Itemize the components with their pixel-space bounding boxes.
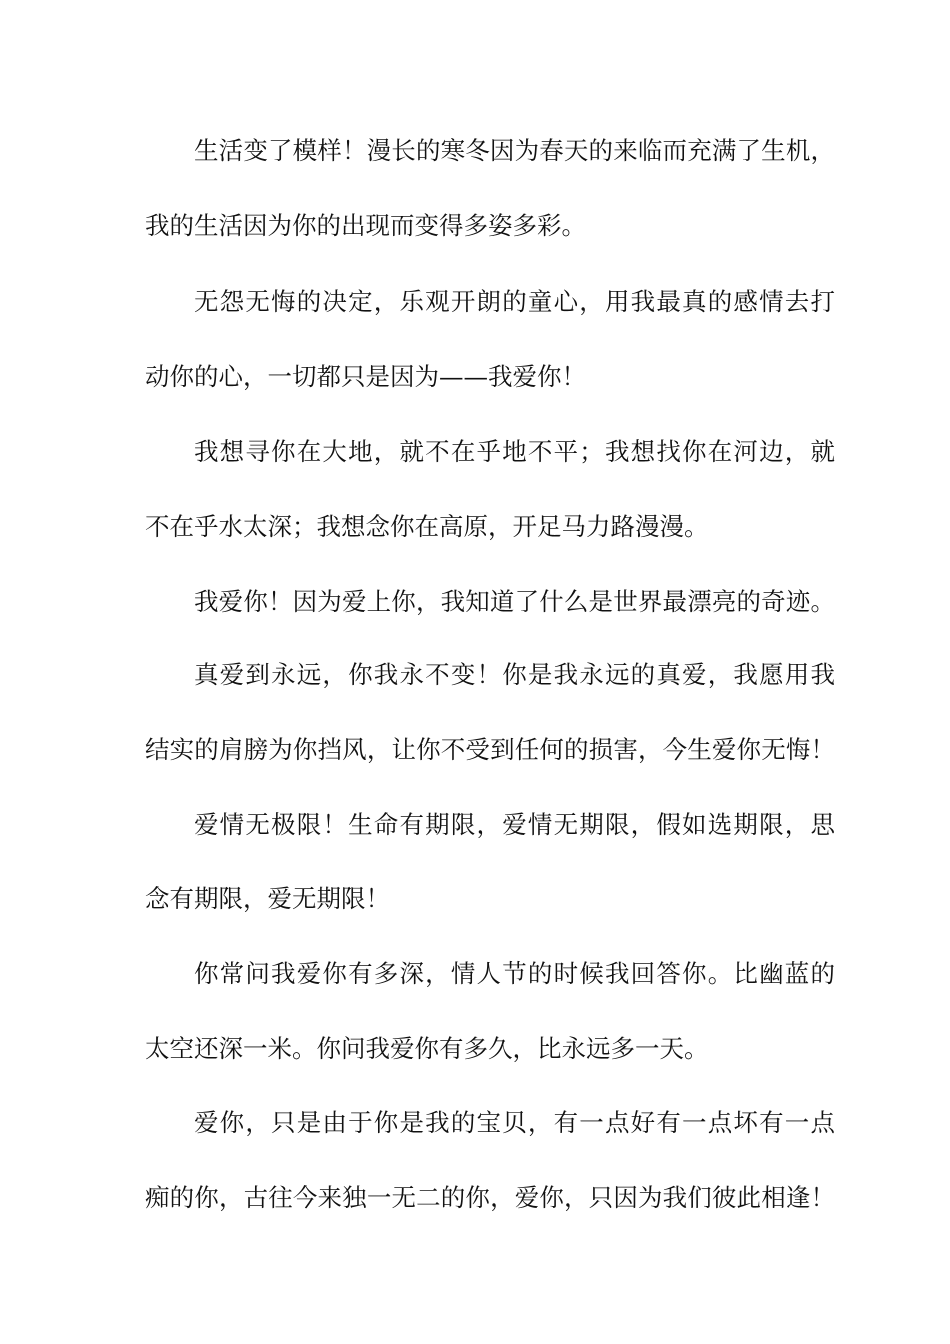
paragraph-7-line-1: 你常问我爱你有多深，情人节的时候我回答你。比幽蓝的 bbox=[194, 959, 835, 988]
paragraph-1-line-1: 生活变了模样！漫长的寒冬因为春天的来临而充满了生机， bbox=[194, 136, 835, 165]
paragraph-8-line-1: 爱你，只是由于你是我的宝贝，有一点好有一点坏有一点 bbox=[194, 1108, 835, 1137]
paragraph-4-line-1: 我爱你！因为爱上你，我知道了什么是世界最漂亮的奇迹。 bbox=[194, 587, 835, 616]
paragraph-3-line-2: 不在乎水太深；我想念你在高原，开足马力路漫漫。 bbox=[145, 512, 709, 541]
paragraph-3-line-1: 我想寻你在大地，就不在乎地不平；我想找你在河边，就 bbox=[194, 437, 835, 466]
paragraph-5-line-2: 结实的肩膀为你挡风，让你不受到任何的损害，今生爱你无悔！ bbox=[145, 735, 835, 764]
paragraph-6-line-2: 念有期限，爱无期限！ bbox=[145, 884, 390, 913]
paragraph-1-line-2: 我的生活因为你的出现而变得多姿多彩。 bbox=[145, 211, 586, 240]
paragraph-5-line-1: 真爱到永远，你我永不变！你是我永远的真爱，我愿用我 bbox=[194, 660, 835, 689]
paragraph-2-line-1: 无怨无悔的决定，乐观开朗的童心，用我最真的感情去打 bbox=[194, 287, 835, 316]
paragraph-8-line-2: 痴的你，古往今来独一无二的你，爱你，只因为我们彼此相逢！ bbox=[145, 1183, 835, 1212]
paragraph-2-line-2: 动你的心，一切都只是因为——我爱你！ bbox=[145, 362, 586, 391]
paragraph-7-line-2: 太空还深一米。你问我爱你有多久，比永远多一天。 bbox=[145, 1034, 709, 1063]
paragraph-6-line-1: 爱情无极限！生命有期限，爱情无期限，假如选期限，思 bbox=[194, 810, 835, 839]
